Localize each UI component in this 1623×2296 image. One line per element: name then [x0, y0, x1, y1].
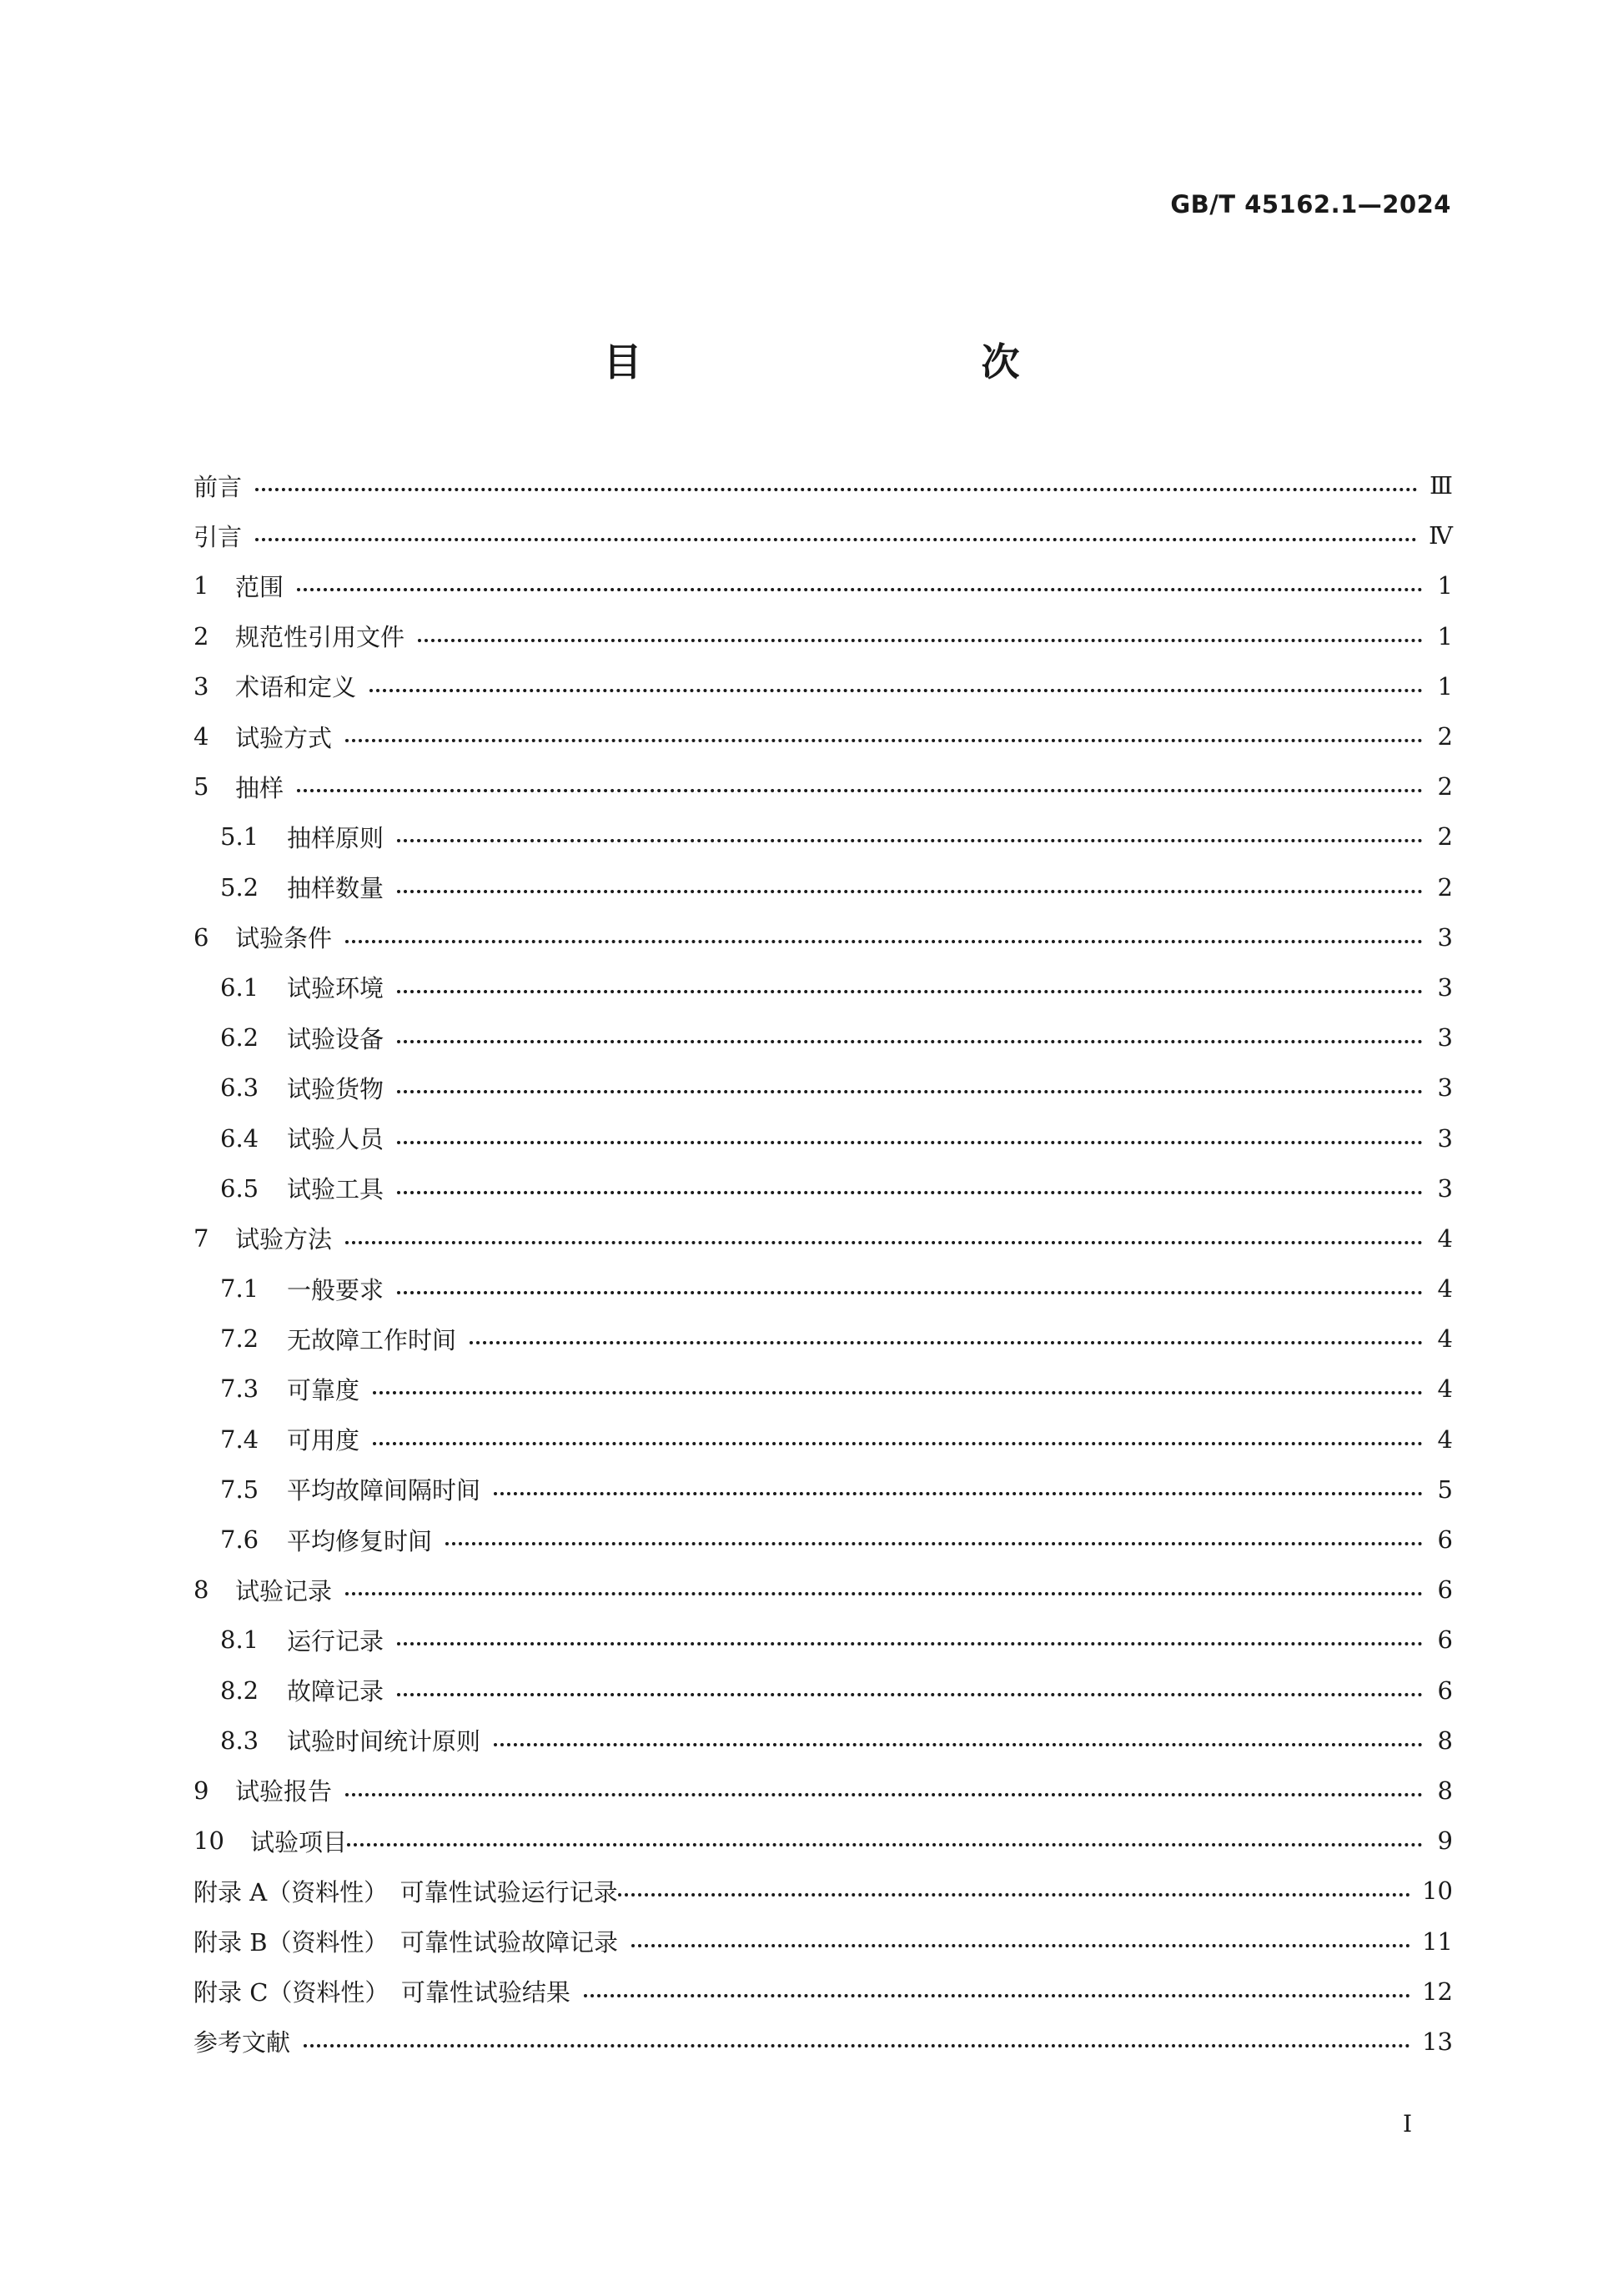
dot-leader [618, 1893, 1410, 1897]
toc-entry-label: 试验环境 [287, 974, 384, 1003]
dot-leader [397, 1693, 1423, 1696]
toc-entry-number: 8 [193, 1575, 209, 1605]
toc-entry-page: 3 [1437, 1073, 1453, 1103]
toc-entry-number: 4 [193, 722, 209, 751]
toc-entry-page: 6 [1437, 1575, 1453, 1605]
toc-subentry[interactable] [193, 1665, 1453, 1716]
toc-entry-page: 13 [1422, 2027, 1453, 2056]
toc-entry[interactable] [193, 1213, 1453, 1264]
dot-leader [347, 1843, 1423, 1846]
dot-leader [304, 2044, 1410, 2047]
toc-entry-label: 试验时间统计原则 [287, 1727, 481, 1756]
dot-leader [397, 1291, 1423, 1294]
page-number: Ⅰ [1403, 2110, 1413, 2138]
toc-entry-page: 12 [1422, 1977, 1453, 2006]
toc-entry-page: 6 [1437, 1625, 1453, 1655]
toc-entry-page: 10 [1422, 1876, 1453, 1906]
toc-entry[interactable] [193, 761, 1453, 811]
toc-entry-page: 6 [1437, 1676, 1453, 1705]
toc-entry-page: 1 [1437, 571, 1453, 600]
toc-entry-number: 10 [193, 1826, 224, 1856]
toc-entry[interactable] [193, 2017, 1453, 2067]
toc-entry-label: 试验记录 [235, 1576, 333, 1605]
toc-entry[interactable] [193, 912, 1453, 962]
dot-leader [397, 1141, 1423, 1144]
toc-entry-page: 4 [1437, 1324, 1453, 1354]
toc-entry-number: 7.2 [220, 1324, 259, 1354]
toc-subentry[interactable] [193, 1716, 1453, 1766]
toc-entry-label: 试验项目 [250, 1827, 348, 1856]
dot-leader [445, 1542, 1423, 1545]
toc-entry-page: 2 [1437, 772, 1453, 801]
toc-entry-number: 5.1 [220, 822, 259, 852]
toc-appendix-entry[interactable] [193, 1866, 1453, 1916]
toc-subentry[interactable] [193, 1615, 1453, 1665]
toc-entry-page: 2 [1437, 822, 1453, 852]
toc-entry-label: 运行记录 [287, 1626, 384, 1655]
toc-subentry[interactable] [193, 1414, 1453, 1465]
dot-leader [373, 1391, 1423, 1394]
toc-subentry[interactable] [193, 1515, 1453, 1565]
toc-entry-label: 附录 B（资料性） 可靠性试验故障记录 [193, 1928, 619, 1957]
dot-leader [369, 689, 1423, 692]
toc-entry-page: 4 [1437, 1223, 1453, 1253]
dot-leader [397, 1090, 1423, 1093]
toc-entry-page: 11 [1422, 1927, 1453, 1956]
toc-entry-number: 9 [193, 1776, 209, 1805]
toc-entry-page: 3 [1437, 1173, 1453, 1203]
toc-entry-page: 5 [1437, 1475, 1453, 1504]
toc-entry-label: 可靠度 [287, 1375, 360, 1404]
toc-entry-number: 7 [193, 1223, 209, 1253]
toc-entry-label: 附录 C（资料性） 可靠性试验结果 [193, 1978, 570, 2007]
table-of-contents [193, 460, 1453, 2067]
toc-entry-page: 8 [1437, 1726, 1453, 1755]
toc-entry[interactable] [193, 711, 1453, 761]
toc-entry-number: 6.4 [220, 1123, 259, 1153]
standard-number: GB/T 45162.1—2024 [1170, 190, 1451, 219]
toc-entry[interactable] [193, 460, 1453, 510]
toc-entry-label: 附录 A（资料性） 可靠性试验运行记录 [193, 1877, 618, 1907]
toc-entry-page: 6 [1437, 1525, 1453, 1555]
toc-entry-label: 试验设备 [287, 1024, 384, 1053]
dot-leader [345, 1793, 1423, 1796]
toc-entry-page: 3 [1437, 972, 1453, 1002]
toc-subentry[interactable] [193, 1314, 1453, 1364]
toc-entry-page: 4 [1437, 1274, 1453, 1304]
toc-entry-label: 试验货物 [287, 1074, 384, 1103]
toc-entry-number: 8.2 [220, 1676, 259, 1705]
toc-subentry[interactable] [193, 1113, 1453, 1163]
toc-entry-number: 1 [193, 571, 209, 600]
toc-entry-label: 平均故障间隔时间 [287, 1476, 481, 1505]
toc-entry-page: 3 [1437, 922, 1453, 952]
toc-entry-label: 前言 [193, 472, 243, 501]
toc-entry-label: 试验报告 [235, 1777, 333, 1806]
toc-entry-number: 6.2 [220, 1023, 259, 1053]
toc-entry-page: 9 [1437, 1826, 1453, 1856]
dot-leader [345, 739, 1423, 742]
dot-leader [494, 1492, 1423, 1495]
dot-leader [297, 588, 1423, 591]
dot-leader [584, 1994, 1410, 1997]
toc-entry-page: 1 [1437, 621, 1453, 651]
dot-leader [345, 940, 1423, 943]
toc-entry-page: 3 [1437, 1023, 1453, 1053]
page-title: 目 次 [603, 339, 1108, 384]
toc-entry-number: 6.3 [220, 1073, 259, 1103]
toc-subentry[interactable] [193, 1465, 1453, 1515]
toc-entry-number: 3 [193, 671, 209, 701]
dot-leader [345, 1592, 1423, 1595]
toc-entry-number: 8.3 [220, 1726, 259, 1755]
dot-leader [373, 1442, 1423, 1445]
toc-appendix-entry[interactable] [193, 1967, 1453, 2017]
toc-entry-label: 无故障工作时间 [287, 1325, 457, 1354]
toc-appendix-entry[interactable] [193, 1916, 1453, 1966]
toc-subentry[interactable] [193, 1012, 1453, 1063]
toc-entry-number: 6.1 [220, 972, 259, 1002]
toc-entry-number: 7.4 [220, 1424, 259, 1454]
toc-entry-number: 7.5 [220, 1475, 259, 1504]
toc-entry-label: 术语和定义 [235, 673, 357, 702]
toc-entry-page: 8 [1437, 1776, 1453, 1805]
toc-subentry[interactable] [193, 862, 1453, 912]
toc-entry-page: 4 [1437, 1424, 1453, 1454]
toc-entry-number: 7.6 [220, 1525, 259, 1555]
toc-entry-label: 一般要求 [287, 1275, 384, 1304]
toc-entry-label: 参考文献 [193, 2028, 291, 2057]
dot-leader [470, 1341, 1423, 1344]
toc-entry-number: 6.5 [220, 1173, 259, 1203]
toc-entry-label: 规范性引用文件 [235, 623, 405, 652]
dot-leader [494, 1743, 1423, 1746]
toc-subentry[interactable] [193, 962, 1453, 1012]
toc-entry-page: 3 [1437, 1123, 1453, 1153]
toc-entry-label: 抽样数量 [287, 874, 384, 903]
toc-entry-number: 5 [193, 772, 209, 801]
toc-entry-label: 试验人员 [287, 1125, 384, 1154]
toc-entry-label: 可用度 [287, 1426, 360, 1455]
toc-subentry[interactable] [193, 811, 1453, 862]
dot-leader [397, 1191, 1423, 1194]
toc-subentry[interactable] [193, 1063, 1453, 1113]
toc-entry-number: 7.1 [220, 1274, 259, 1304]
toc-entry-page: Ⅲ [1430, 471, 1453, 500]
toc-entry-number: 5.2 [220, 872, 259, 902]
toc-entry-number: 6 [193, 922, 209, 952]
dot-leader [345, 1241, 1423, 1244]
toc-entry[interactable] [193, 611, 1453, 661]
toc-entry-number: 2 [193, 621, 209, 651]
dot-leader [418, 639, 1423, 642]
dot-leader [631, 1944, 1410, 1947]
toc-entry[interactable] [193, 560, 1453, 610]
toc-entry-page: 1 [1437, 671, 1453, 701]
toc-entry[interactable] [193, 510, 1453, 560]
dot-leader [297, 789, 1423, 792]
dot-leader [255, 488, 1418, 491]
toc-entry-label: 故障记录 [287, 1677, 384, 1706]
toc-entry-page: 4 [1437, 1374, 1453, 1404]
toc-subentry[interactable] [193, 1264, 1453, 1314]
toc-entry-label: 试验条件 [235, 924, 333, 953]
toc-entry[interactable] [193, 1565, 1453, 1615]
toc-entry-label: 试验工具 [287, 1175, 384, 1204]
toc-subentry[interactable] [193, 1163, 1453, 1213]
toc-entry-label: 范围 [235, 572, 284, 601]
toc-entry-label: 试验方法 [235, 1225, 333, 1254]
toc-entry-number: 8.1 [220, 1625, 259, 1655]
toc-entry-label: 抽样原则 [287, 823, 384, 852]
toc-entry-label: 抽样 [235, 773, 284, 802]
toc-entry-page: 2 [1437, 722, 1453, 751]
dot-leader [397, 839, 1423, 842]
dot-leader [397, 990, 1423, 993]
toc-entry[interactable] [193, 661, 1453, 711]
toc-entry-number: 7.3 [220, 1374, 259, 1404]
toc-entry-label: 试验方式 [235, 723, 333, 752]
dot-leader [255, 538, 1417, 541]
dot-leader [397, 1040, 1423, 1043]
dot-leader [397, 890, 1423, 893]
toc-entry[interactable] [193, 1816, 1453, 1866]
dot-leader [397, 1642, 1423, 1645]
toc-subentry[interactable] [193, 1364, 1453, 1414]
toc-entry-page: Ⅳ [1429, 521, 1453, 550]
toc-entry[interactable] [193, 1766, 1453, 1816]
toc-entry-label: 引言 [193, 522, 243, 551]
toc-entry-label: 平均修复时间 [287, 1526, 433, 1555]
toc-entry-page: 2 [1437, 872, 1453, 902]
